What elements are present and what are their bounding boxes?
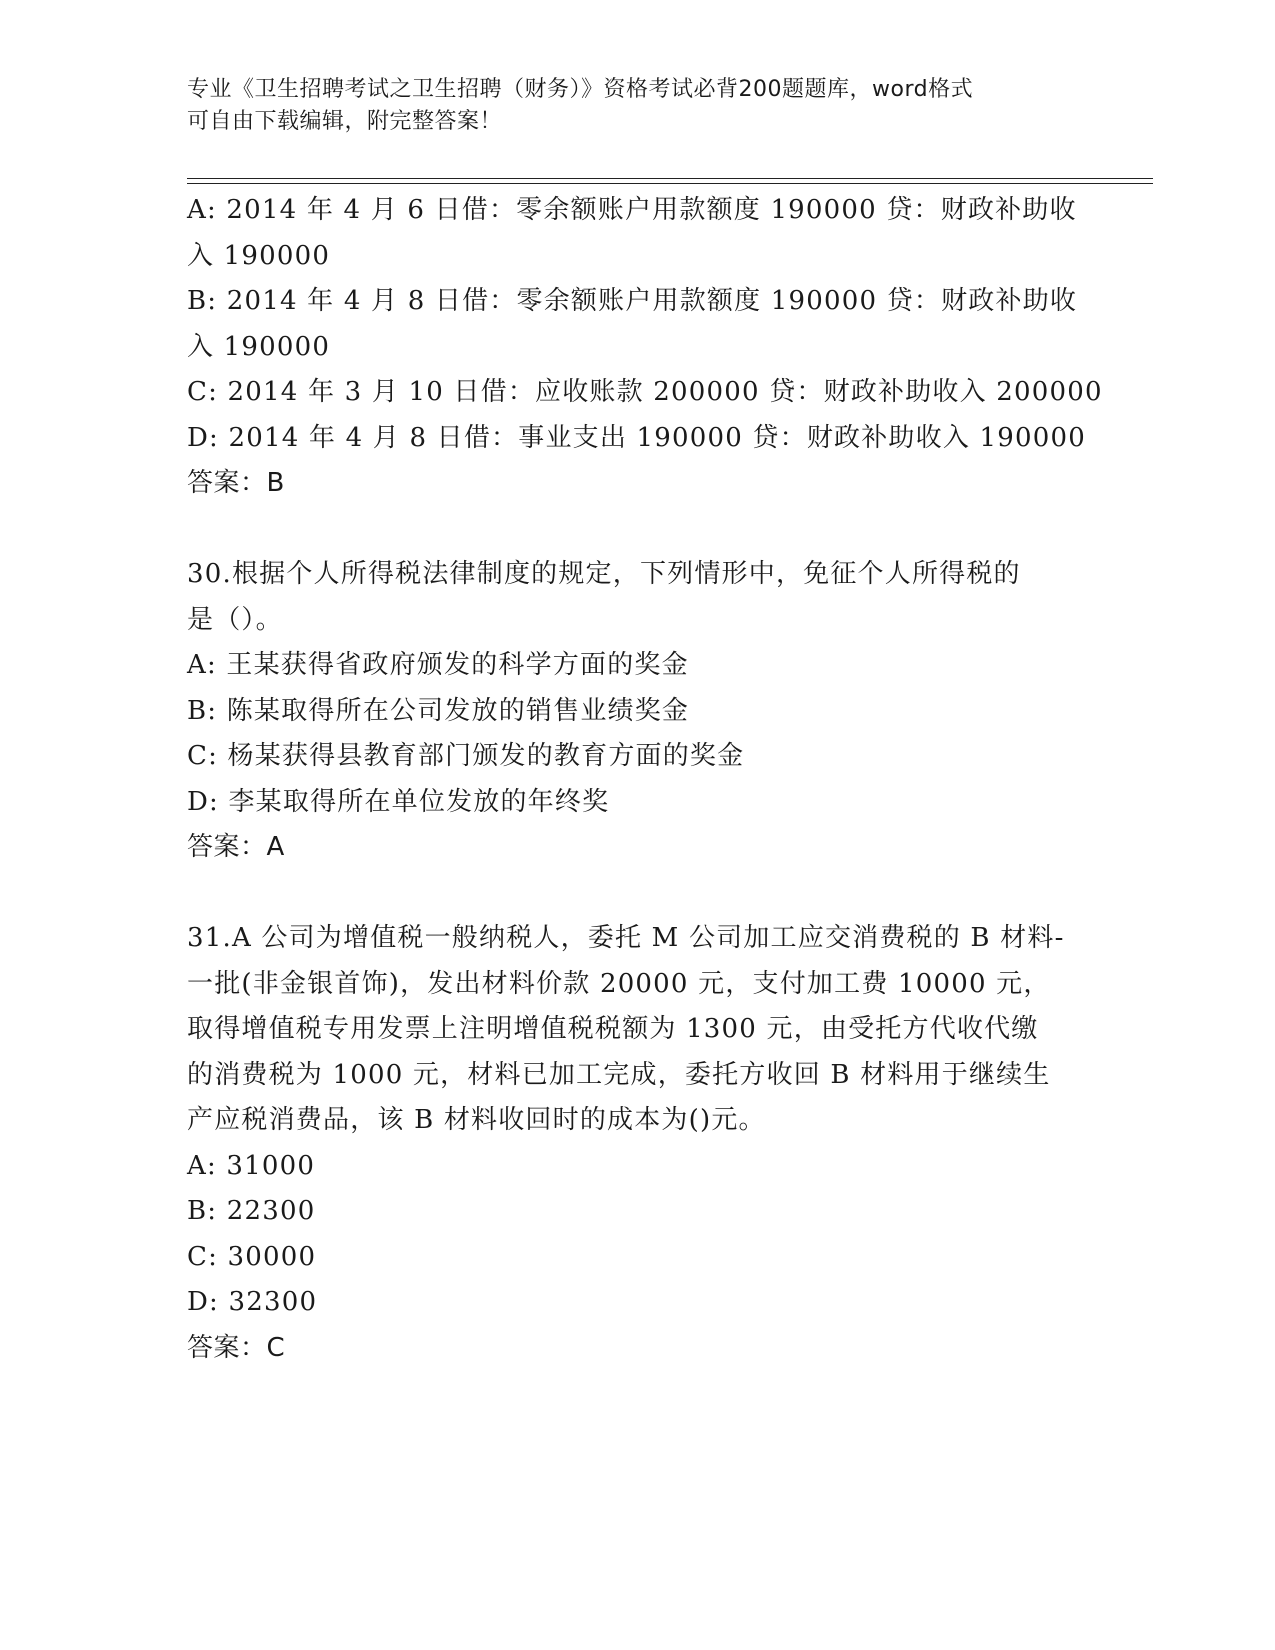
option-d: D: 李某取得所在单位发放的年终奖 [187,786,610,817]
option-d: D: 2014 年 4 月 8 日借：事业支出 190000 贷：财政补助收入 190000 [187,422,1086,453]
question-31 [187,916,1087,1371]
header-divider-top [187,178,1153,179]
question-stem-continued: 是（）。 [187,604,283,635]
question-29-tail [187,188,1103,507]
spacer [187,507,1087,553]
question-stem-continued: 取得增值税专用发票上注明增值税税额为 1300 元，由受托方代收代缴 [187,1014,1039,1044]
option-a: A: 31000 [187,1150,316,1181]
question-stem: 30.根据个人所得税法律制度的规定，下列情形中，免征个人所得税的 [187,559,1021,589]
header-title-line-2: 可自由下载编辑，附完整答案！ [187,109,503,134]
document-header [187,74,1067,138]
option-b-continued: 入 190000 [187,331,331,362]
question-stem-continued: 的消费税为 1000 元，材料已加工完成，委托方收回 B 材料用于继续生 [187,1059,1051,1090]
option-a-continued: 入 190000 [187,240,331,271]
header-title-line-1: 专业《卫生招聘考试之卫生招聘（财务）》资格考试必背200题题库，word格式 [187,77,974,102]
question-stem-continued: 产应税消费品，该 B 材料收回时的成本为()元。 [187,1105,766,1135]
option-c: C: 30000 [187,1241,317,1272]
answer-line: 答案：B [187,468,285,498]
option-c: C: 2014 年 3 月 10 日借：应收账款 200000 贷：财政补助收入 200000 [187,377,1103,407]
option-a: A: 2014 年 4 月 6 日借：零余额账户用款额度 190000 贷：财政补助收 [187,195,1077,225]
option-b: B: 2014 年 4 月 8 日借：零余额账户用款额度 190000 贷：财政补助收 [187,286,1078,316]
option-b: B: 陈某取得所在公司发放的销售业绩奖金 [187,695,690,726]
question-30 [187,552,1087,871]
option-b: B: 22300 [187,1196,316,1226]
question-list [187,188,1103,1371]
answer-line: 答案：C [187,1332,286,1363]
question-stem-continued: 一批(非金银首饰)，发出材料价款 20000 元，支付加工费 10000 元， [187,968,1051,999]
question-stem: 31.A 公司为增值税一般纳税人，委托 M 公司加工应交消费税的 B 材料- [187,923,1065,953]
option-a: A: 王某获得省政府颁发的科学方面的奖金 [187,650,689,680]
option-d: D: 32300 [187,1287,318,1317]
option-c: C: 杨某获得县教育部门颁发的教育方面的奖金 [187,741,745,771]
header-divider-bottom [187,183,1153,184]
spacer [187,871,1087,917]
answer-line: 答案：A [187,832,285,862]
